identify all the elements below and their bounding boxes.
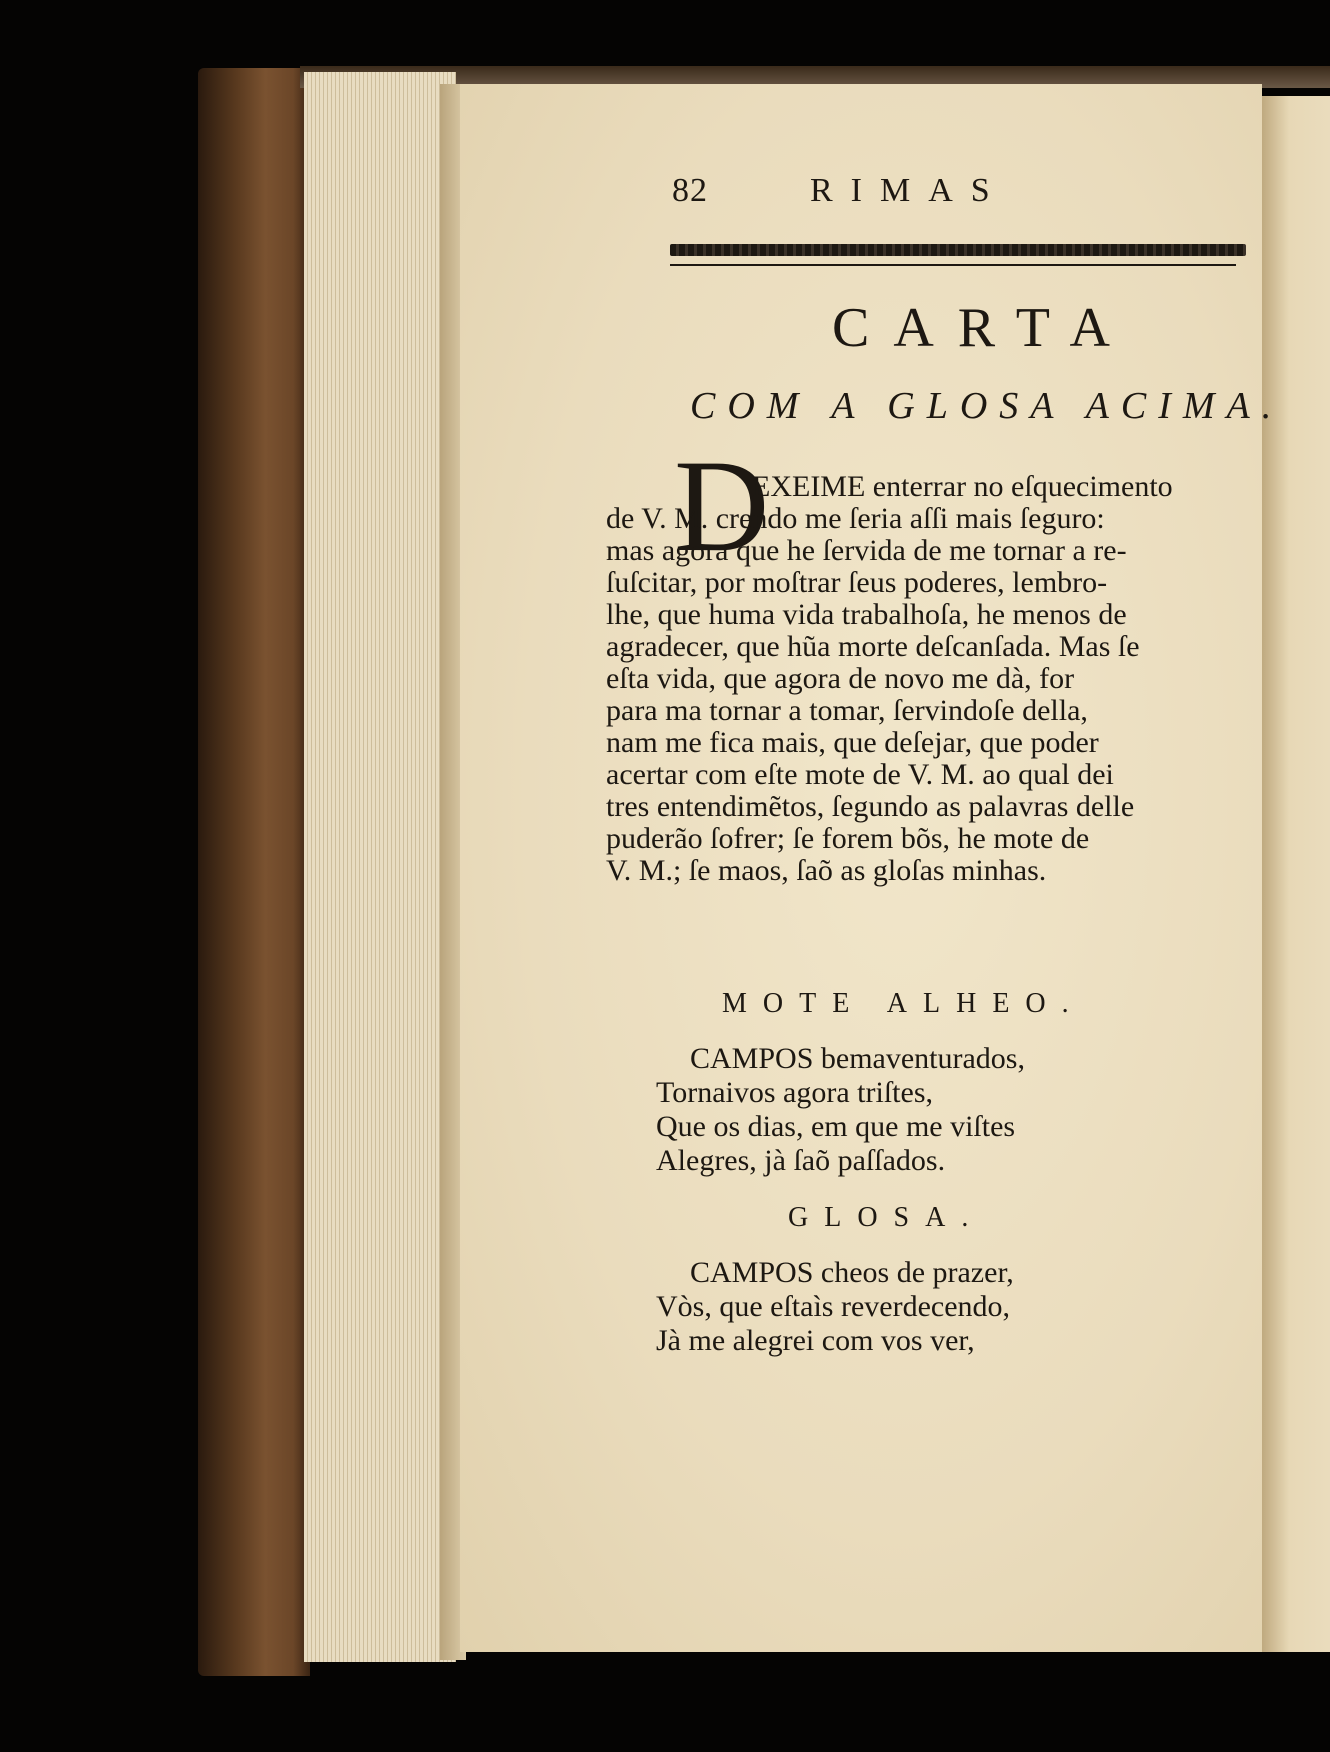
- ornamental-rule: [670, 244, 1246, 256]
- letter-line: nam me fica mais, que deſejar, que poder: [606, 726, 1099, 759]
- page-number: 82: [672, 172, 708, 209]
- facing-page-edge: [1262, 96, 1330, 1652]
- verse-line: Tornaivos agora triſtes,: [656, 1076, 933, 1109]
- letter-line: puderão ſofrer; ſe forem bõs, he mote de: [606, 822, 1090, 855]
- letter-line: para ma tornar a tomar, ſervindoſe della,: [606, 694, 1088, 727]
- mote-heading: MOTE ALHEO.: [722, 988, 1085, 1019]
- letter-line: eſta vida, que agora de novo me dà, for: [606, 662, 1075, 695]
- page-title: CARTA: [832, 297, 1134, 359]
- drop-cap: D: [674, 432, 770, 579]
- letter-line: tres entendimẽtos, ſegundo as palavras delle: [606, 790, 1135, 823]
- letter-line: EXEIME enterrar no eſquecimento: [752, 470, 1173, 503]
- page-edges: [304, 72, 456, 1662]
- verse-line: CAMPOS bemaventurados,: [690, 1042, 1025, 1075]
- thin-rule: [670, 264, 1236, 266]
- letter-line: acertar com eſte mote de V. M. ao qual dei: [606, 758, 1114, 791]
- letter-line: agradecer, que hũa morte deſcanſada. Mas ſe: [606, 630, 1140, 663]
- verse-line: Alegres, jà ſaõ paſſados.: [656, 1144, 946, 1177]
- letter-line: mas agora que he ſervida de me tornar a re-: [606, 534, 1127, 567]
- letter-line: de V. M. crendo me ſeria aſſi mais ſeguro:: [606, 502, 1105, 535]
- verse-line: Jà me alegrei com vos ver,: [656, 1324, 975, 1357]
- letter-line: V. M.; ſe maos, ſaõ as gloſas minhas.: [606, 854, 1047, 887]
- verse-line: Que os dias, em que me viſtes: [656, 1110, 1016, 1143]
- book-cover: [198, 68, 310, 1676]
- letter-line: ſuſcitar, por moſtrar ſeus poderes, lembro-: [606, 566, 1108, 599]
- verse-line: Vòs, que eſtaìs reverdecendo,: [656, 1290, 1011, 1323]
- glosa-heading: GLOSA.: [788, 1202, 985, 1233]
- running-head: RIMAS: [810, 172, 1008, 209]
- page-subtitle: COM A GLOSA ACIMA.: [690, 385, 1284, 427]
- letter-line: lhe, que huma vida trabalhoſa, he menos de: [606, 598, 1127, 631]
- book-page: [460, 84, 1284, 1652]
- verse-line: CAMPOS cheos de prazer,: [690, 1256, 1014, 1289]
